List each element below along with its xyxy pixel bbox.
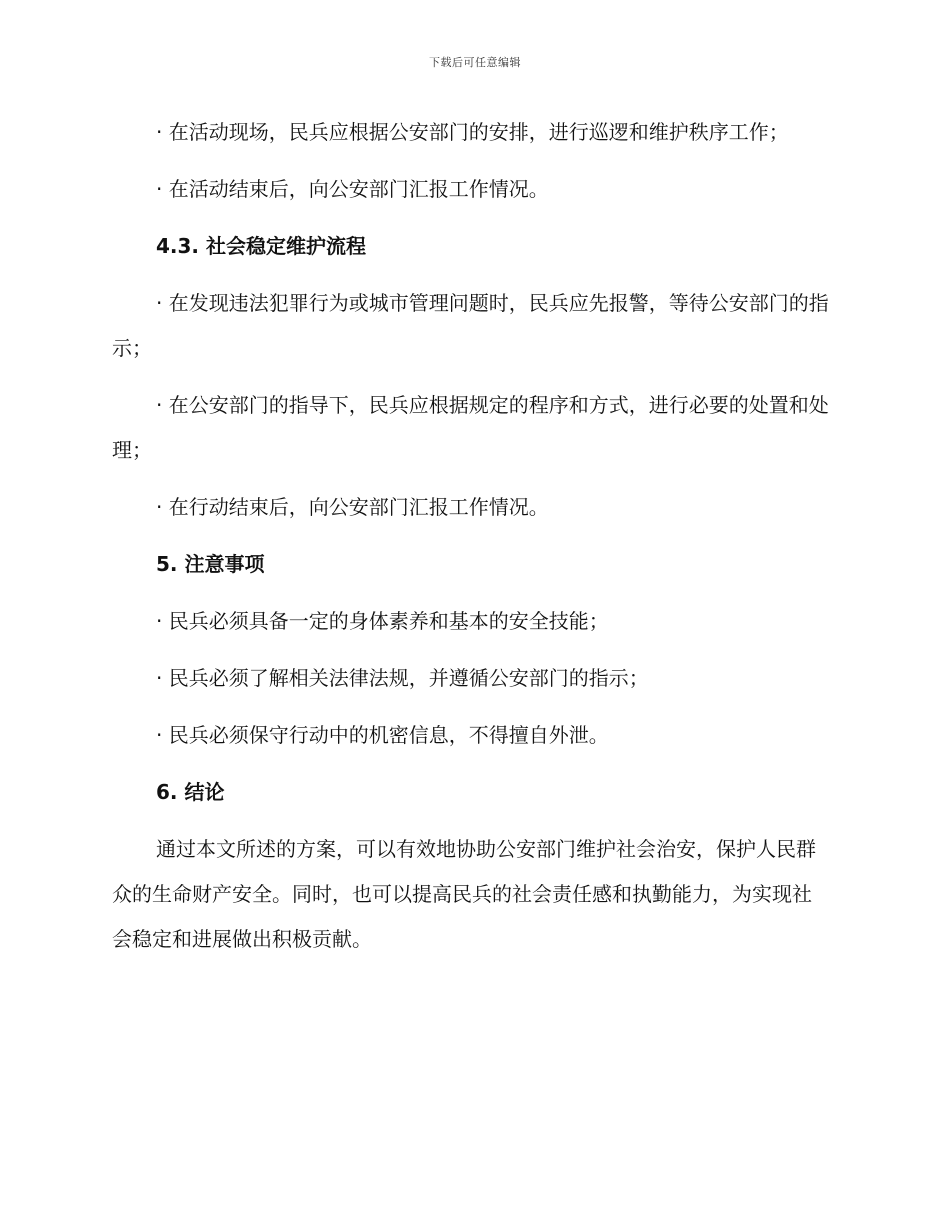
bullet-keep-secrets: · 民兵必须保守行动中的机密信息，不得擅自外泄。	[156, 723, 609, 747]
bullet-report-after-action: · 在行动结束后，向公安部门汇报工作情况。	[156, 495, 549, 519]
section-heading-4-3: 4.3. 社会稳定维护流程	[156, 234, 366, 258]
section-heading-6: 6. 结论	[156, 780, 225, 804]
document-body	[112, 110, 830, 974]
conclusion-paragraph: 通过本文所述的方案，可以有效地协助公安部门维护社会治安，保护人民群众的生命财产安全。同时，也可以提高民兵的社会责任感和执勤能力，为实现社会稳定和进展做出积极贡献。	[112, 837, 816, 951]
bullet-patrol-at-venue: · 在活动现场，民兵应根据公安部门的安排，进行巡逻和维护秩序工作；	[156, 120, 789, 144]
bullet-report-crime: · 在发现违法犯罪行为或城市管理问题时，民兵应先报警，等待公安部门的指示；	[112, 291, 829, 360]
bullet-handle-under-guidance: · 在公安部门的指导下，民兵应根据规定的程序和方式，进行必要的处置和处理；	[112, 393, 829, 462]
bullet-physical-skills: · 民兵必须具备一定的身体素养和基本的安全技能；	[156, 609, 609, 633]
bullet-know-laws: · 民兵必须了解相关法律法规，并遵循公安部门的指示；	[156, 666, 649, 690]
section-heading-5: 5. 注意事项	[156, 552, 265, 576]
page-header: 下载后可任意编辑	[429, 56, 521, 69]
bullet-report-after-event: · 在活动结束后，向公安部门汇报工作情况。	[156, 177, 549, 201]
